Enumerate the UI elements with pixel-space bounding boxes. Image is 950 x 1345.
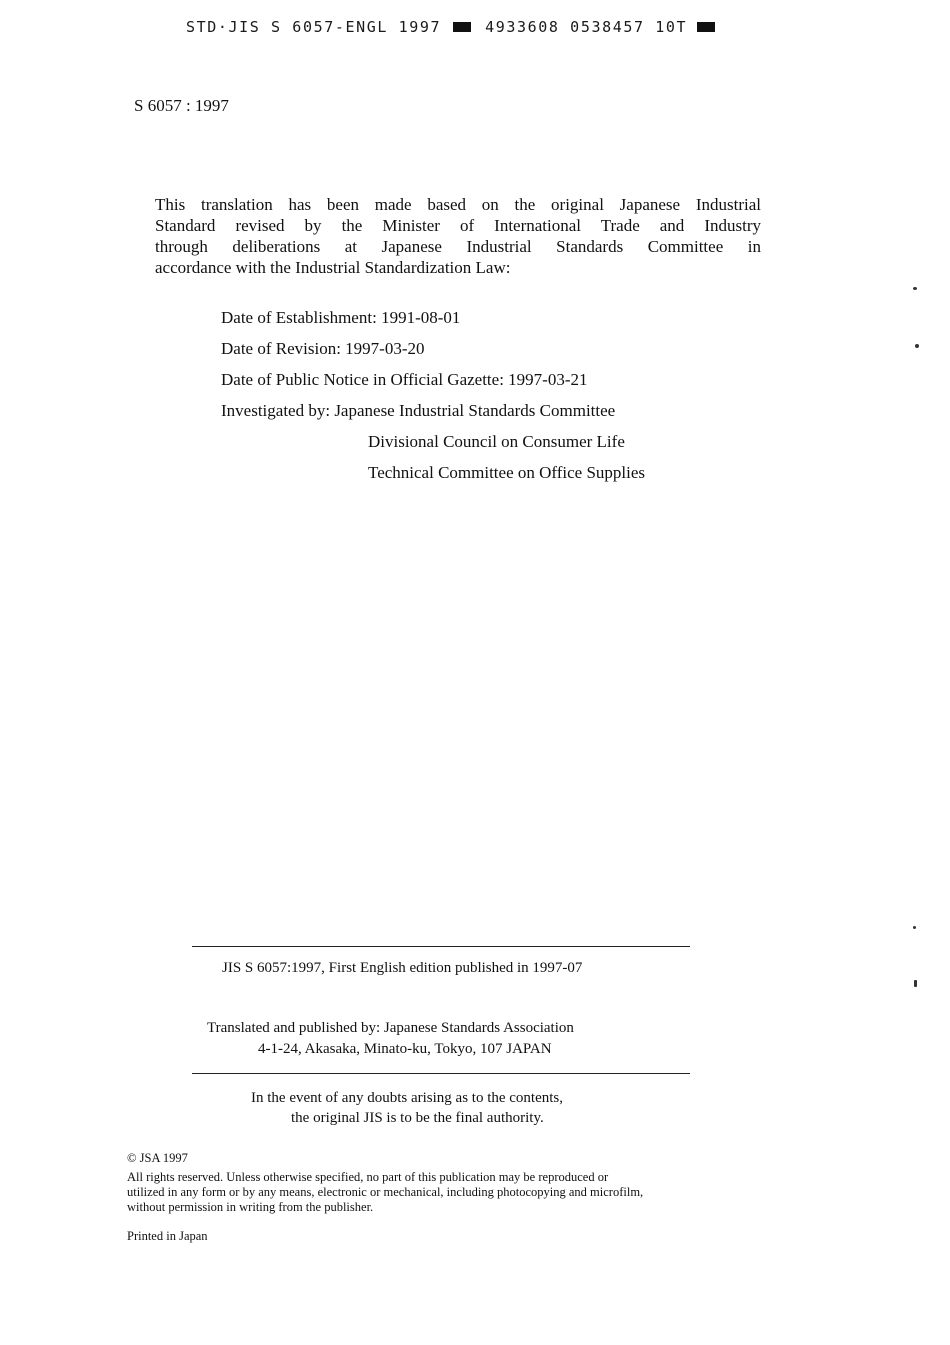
standard-number: S 6057 : 1997	[134, 96, 229, 115]
intro-line: accordance with the Industrial Standardization Law:	[155, 258, 511, 277]
date-public-notice-value: 1997-03-21	[508, 370, 588, 389]
investigated-by-committee: Japanese Industrial Standards Committee	[334, 401, 616, 420]
intro-line: Standard revised by the Minister of International Trade and Industry	[155, 216, 761, 235]
rights-line: utilized in any form or by any means, electronic or mechanical, including photocopying and microfilm,	[127, 1185, 644, 1199]
investigated-by-label: Investigated by:	[221, 401, 331, 420]
scan-header-number: 4933608 0538457 10T	[485, 18, 688, 36]
scan-header	[186, 18, 715, 36]
scan-speck	[914, 980, 917, 987]
intro-line: through deliberations at Japanese Industrial Standards Committee in	[155, 237, 761, 256]
publisher-line: Translated and published by: Japanese Standards Association	[207, 1020, 574, 1036]
date-revision	[221, 339, 425, 359]
date-public-notice	[221, 370, 588, 390]
divider-top	[192, 946, 690, 947]
scan-header-code: STD·JIS S 6057-ENGL 1997	[186, 18, 442, 36]
copyright-line: © JSA 1997	[127, 1151, 188, 1165]
divider-bottom	[192, 1073, 690, 1074]
date-revision-value: 1997-03-20	[345, 339, 425, 358]
date-revision-label: Date of Revision:	[221, 339, 341, 358]
date-establishment	[221, 308, 460, 328]
investigated-by-council: Divisional Council on Consumer Life	[368, 432, 625, 451]
rights-line: without permission in writing from the publisher.	[127, 1200, 374, 1214]
scan-speck	[913, 287, 917, 290]
scan-speck	[913, 926, 916, 929]
date-establishment-value: 1991-08-01	[381, 308, 461, 327]
scan-block-mark	[697, 22, 715, 32]
intro-paragraph	[155, 194, 761, 278]
date-public-notice-label: Date of Public Notice in Official Gazette:	[221, 370, 504, 389]
investigated-by	[221, 401, 615, 421]
intro-line: This translation has been made based on the original Japanese Industrial	[155, 195, 761, 214]
printed-in-line: Printed in Japan	[127, 1229, 208, 1243]
date-establishment-label: Date of Establishment:	[221, 308, 377, 327]
authority-line-2: the original JIS is to be the final authority.	[291, 1110, 544, 1126]
publisher-address: 4-1-24, Akasaka, Minato-ku, Tokyo, 107 JAPAN	[258, 1041, 552, 1057]
rights-line: All rights reserved. Unless otherwise specified, no part of this publication may be reproduced or	[127, 1170, 609, 1184]
scan-block-mark	[453, 22, 471, 32]
investigated-by-technical-committee: Technical Committee on Office Supplies	[368, 463, 646, 482]
authority-line-1: In the event of any doubts arising as to the contents,	[251, 1090, 564, 1106]
scan-speck	[915, 344, 919, 348]
edition-line: JIS S 6057:1997, First English edition published in 1997-07	[222, 960, 583, 976]
